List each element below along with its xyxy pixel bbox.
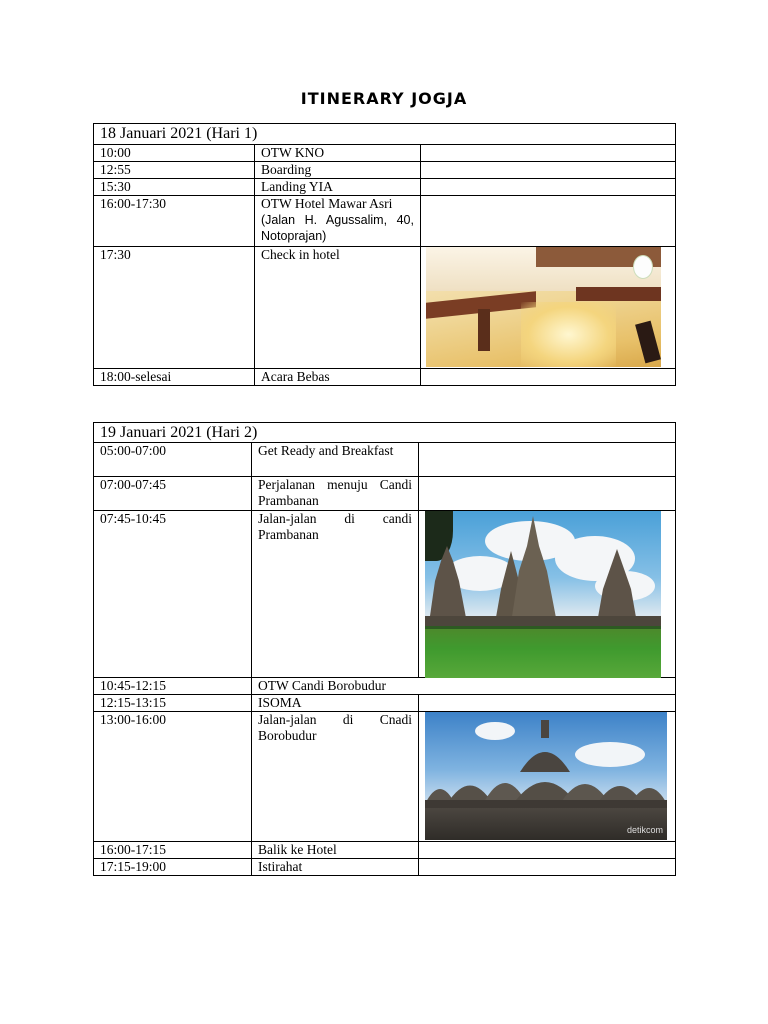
row-image-cell	[421, 247, 676, 369]
row-extra	[419, 842, 676, 859]
table-row	[94, 695, 676, 712]
table-row	[94, 247, 676, 369]
row-time: 16:00-17:15	[94, 842, 252, 859]
prambanan-temple-photo	[425, 511, 661, 678]
row-time: 17:15-19:00	[94, 859, 252, 876]
row-activity: Istirahat	[252, 859, 419, 876]
row-activity: ISOMA	[252, 695, 419, 712]
row-extra	[419, 443, 676, 477]
row-activity: Boarding	[255, 162, 421, 179]
table-row	[94, 477, 676, 511]
row-extra	[419, 859, 676, 876]
row-extra	[421, 369, 676, 386]
row-time: 07:00-07:45	[94, 477, 252, 511]
row-activity: Landing YIA	[255, 179, 421, 196]
row-time: 10:00	[94, 145, 255, 162]
table-row	[94, 678, 676, 695]
hotel-name: OTW Hotel Mawar Asri	[261, 196, 393, 211]
row-time: 16:00-17:30	[94, 196, 255, 247]
row-time: 07:45-10:45	[94, 511, 252, 678]
table-row	[94, 196, 676, 247]
row-extra	[421, 196, 676, 247]
row-extra	[419, 477, 676, 511]
row-extra	[421, 162, 676, 179]
hotel-room-photo	[426, 247, 661, 367]
table-row	[94, 859, 676, 876]
row-time: 13:00-16:00	[94, 712, 252, 842]
row-time: 12:55	[94, 162, 255, 179]
row-activity: Jalan-jalan di Cnadi Borobudur	[252, 712, 419, 842]
itinerary-day2-table	[93, 422, 676, 876]
row-time: 12:15-13:15	[94, 695, 252, 712]
table-row	[94, 842, 676, 859]
row-time: 10:45-12:15	[94, 678, 252, 695]
day2-header: 19 Januari 2021 (Hari 2)	[94, 423, 676, 443]
table-row	[94, 511, 676, 678]
document-title: ITINERARY JOGJA	[300, 89, 468, 108]
table-row	[94, 443, 676, 477]
row-extra	[421, 179, 676, 196]
row-activity: Check in hotel	[255, 247, 421, 369]
row-image-cell	[419, 712, 676, 842]
day1-header: 18 Januari 2021 (Hari 1)	[94, 124, 676, 145]
row-activity: OTW Candi Borobudur	[252, 678, 676, 695]
table-row	[94, 712, 676, 842]
row-time: 18:00-selesai	[94, 369, 255, 386]
row-activity: Acara Bebas	[255, 369, 421, 386]
row-activity: Get Ready and Breakfast	[252, 443, 419, 477]
row-extra	[421, 145, 676, 162]
row-time: 17:30	[94, 247, 255, 369]
row-time: 15:30	[94, 179, 255, 196]
table-row	[94, 145, 676, 162]
photo-watermark: detikcom	[626, 825, 663, 835]
row-activity: Balik ke Hotel	[252, 842, 419, 859]
row-activity: Perjalanan menuju Candi Prambanan	[252, 477, 419, 511]
hotel-address: (Jalan H. Agussalim, 40, Notoprajan)	[261, 213, 414, 243]
table-row	[94, 162, 676, 179]
row-extra	[419, 695, 676, 712]
table-row	[94, 179, 676, 196]
temple-silhouettes	[425, 511, 661, 678]
row-activity	[255, 196, 421, 247]
row-activity: Jalan-jalan di candi Prambanan	[252, 511, 419, 678]
itinerary-day1-table	[93, 123, 676, 386]
table-row	[94, 369, 676, 386]
row-activity: OTW KNO	[255, 145, 421, 162]
row-image-cell	[419, 511, 676, 678]
row-time: 05:00-07:00	[94, 443, 252, 477]
borobudur-temple-photo	[425, 712, 667, 840]
